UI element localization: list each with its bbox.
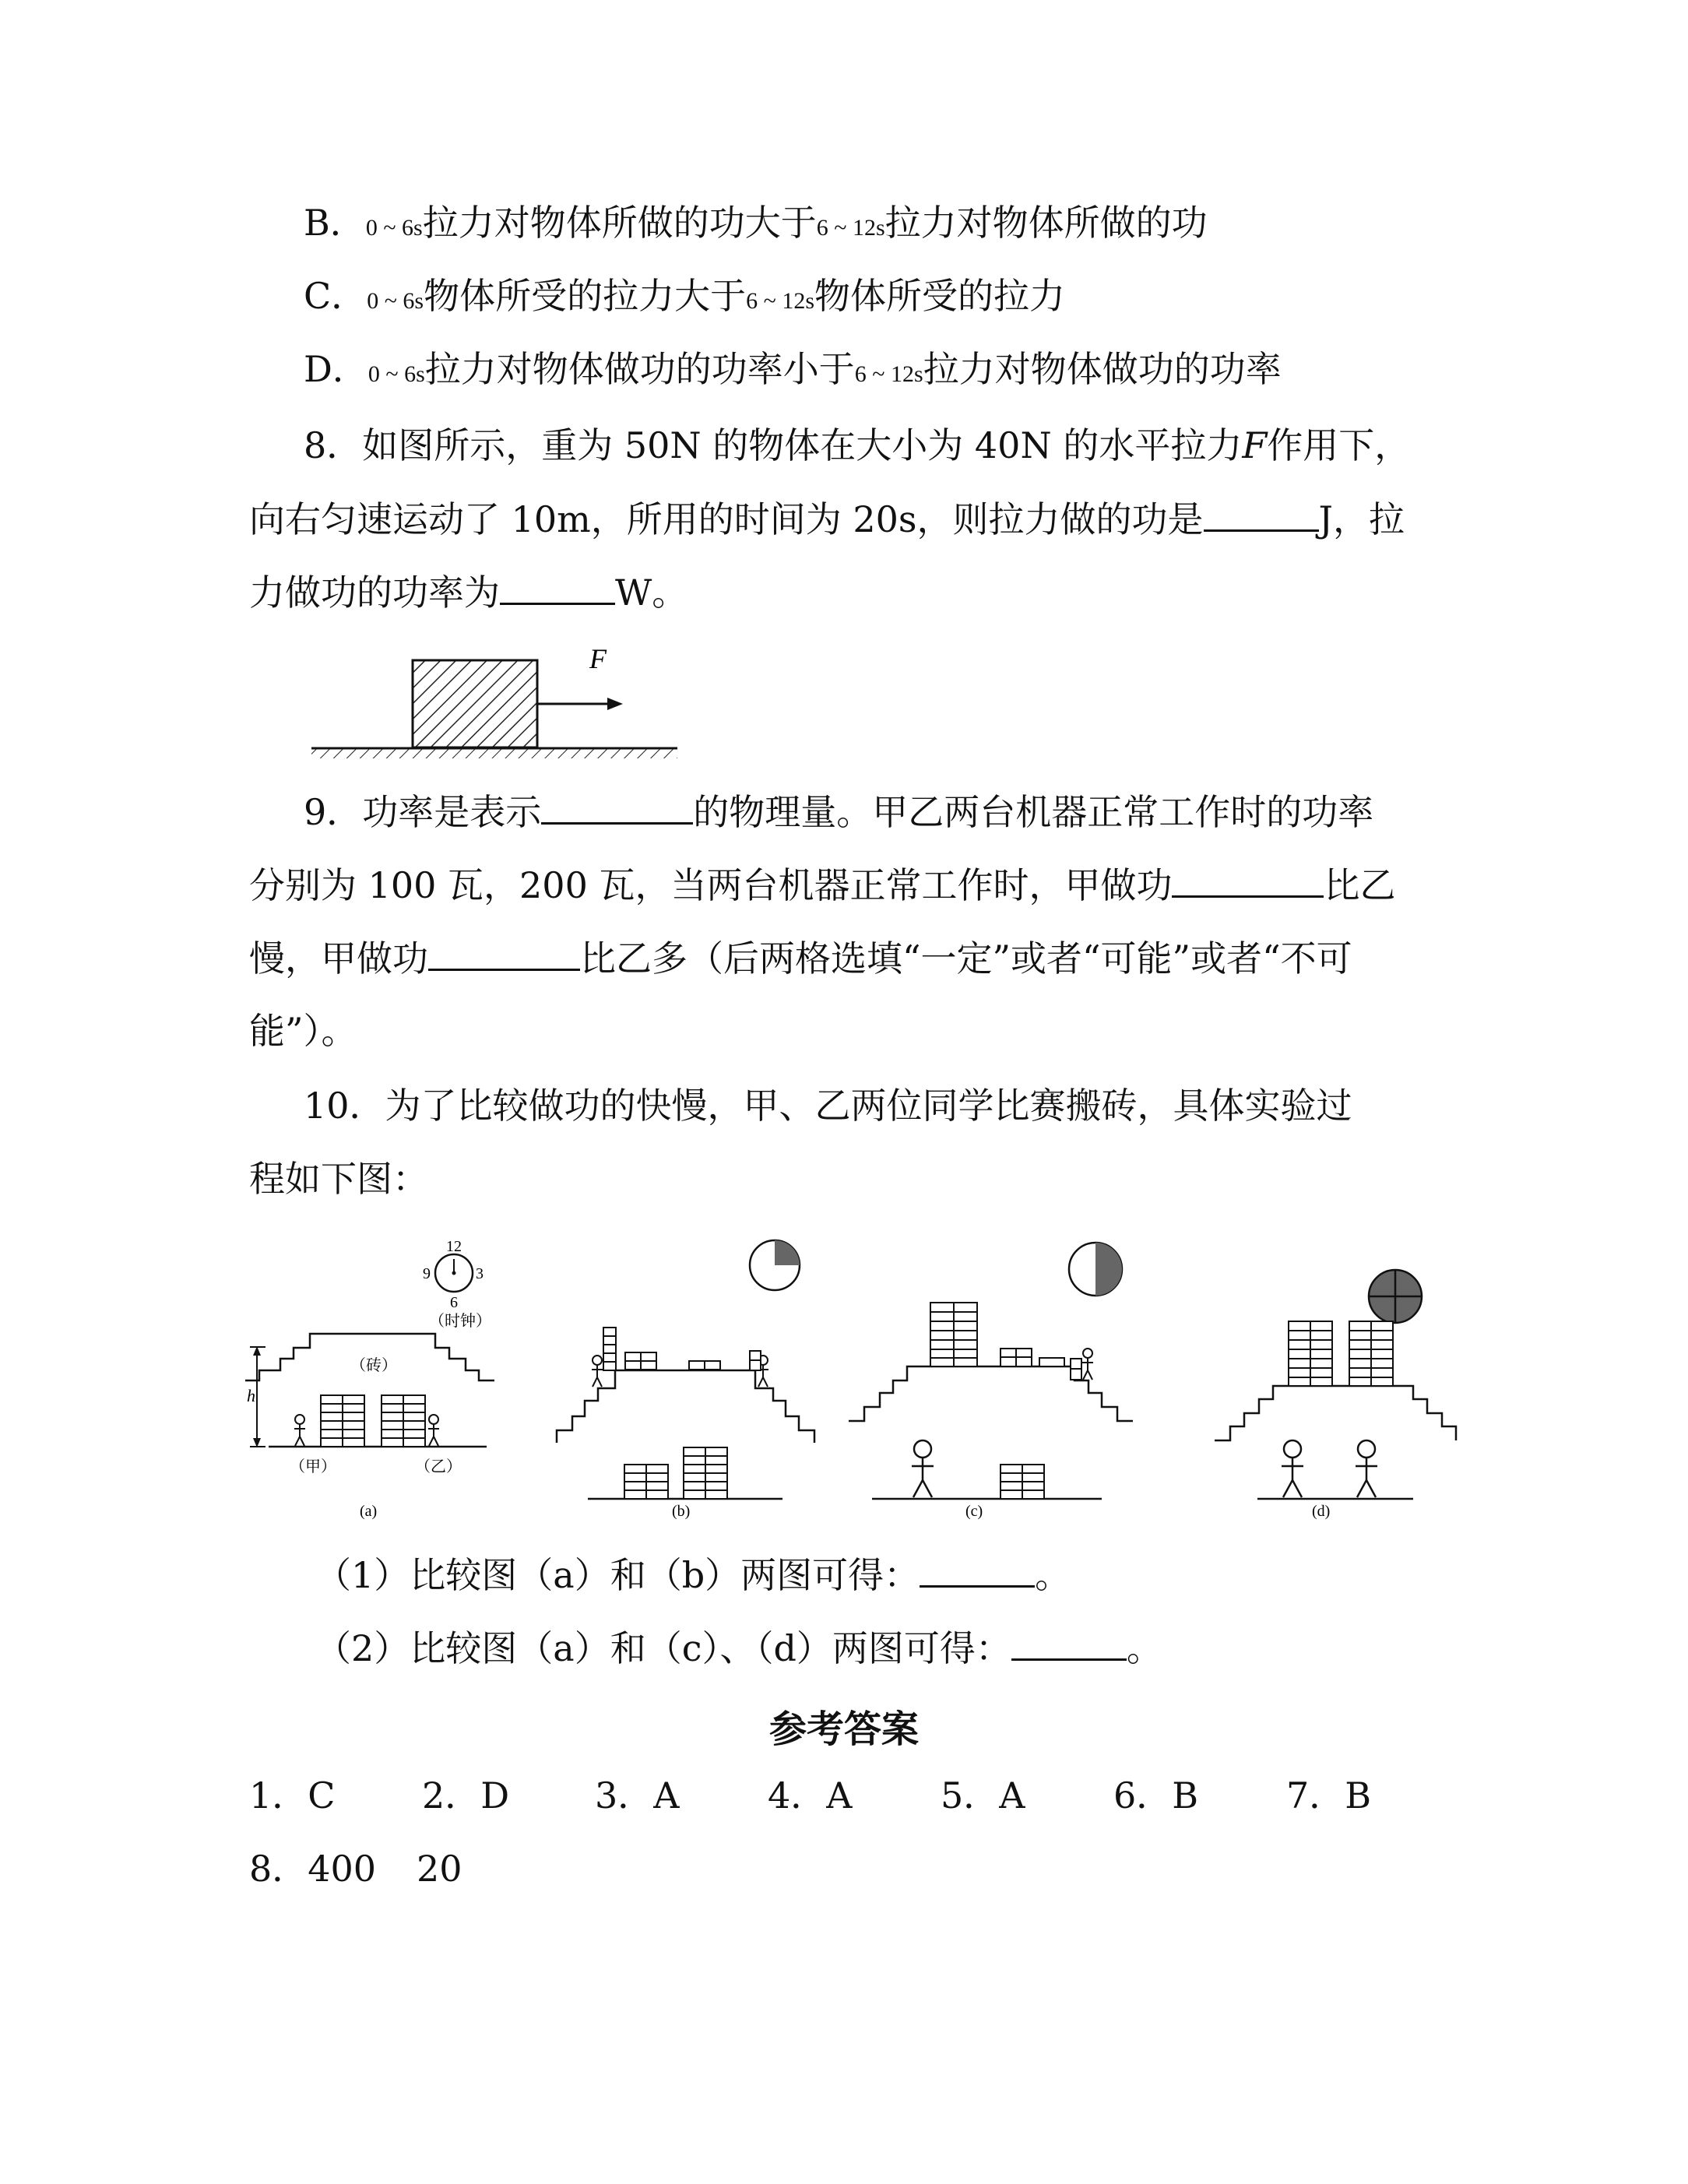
q10-line1 <box>304 1082 1352 1129</box>
option-b-range2: 6 ~ 12s <box>816 215 885 241</box>
height-label: h <box>247 1386 255 1405</box>
q8-block-figure <box>308 638 689 763</box>
answer-4: 4．A <box>768 1774 853 1816</box>
q8-text1: 8．如图所示，重为 50N 的物体在大小为 40N 的水平拉力 <box>304 424 1243 466</box>
answer-6: 6．B <box>1113 1774 1199 1816</box>
q9-text1b: 的物理量。甲乙两台机器正常工作时的功率 <box>693 791 1374 833</box>
option-d-range1: 0 ~ 6s <box>367 361 425 387</box>
q9-text4: 能”）。 <box>249 1010 357 1052</box>
answer-2: 2．D <box>422 1774 510 1816</box>
q9-text3b: 比乙多（后两格选填“一定”或者“可能”或者“不可 <box>580 937 1352 979</box>
q9-line3 <box>249 934 1352 982</box>
yi-label: （乙） <box>415 1458 462 1475</box>
q10-sub2-end: 。 <box>1126 1627 1162 1669</box>
q8-text3b: W。 <box>615 571 688 614</box>
clock-6: 6 <box>450 1294 458 1311</box>
q10-sub2-text: （2）比较图（a）和（c）、（d）两图可得： <box>315 1627 1011 1669</box>
option-c-label: C． <box>304 275 367 317</box>
q8-text1b: 作用下， <box>1267 424 1411 466</box>
q10-sub1-end: 。 <box>1035 1554 1071 1596</box>
answer-5: 5．A <box>941 1774 1025 1816</box>
option-b-range1: 0 ~ 6s <box>365 215 423 241</box>
panel-a-label: (a) <box>360 1503 378 1520</box>
option-b-end: 拉力对物体所做的功 <box>884 202 1208 244</box>
q9-line4 <box>249 1008 357 1054</box>
q10-answer-blank-2[interactable] <box>1011 1624 1127 1661</box>
force-arrowhead <box>607 698 623 710</box>
q9-text2a: 分别为 100 瓦，200 瓦，当两台机器正常工作时，甲做功 <box>249 864 1173 906</box>
block <box>413 660 537 747</box>
answer-8a: 8．400 <box>249 1848 377 1890</box>
force-label: F <box>589 643 607 674</box>
brick-label: （砖） <box>350 1357 397 1374</box>
q10-text2: 程如下图： <box>249 1158 428 1200</box>
answers-row-2 <box>249 1845 462 1892</box>
q8-answer-blank-work[interactable] <box>1204 495 1319 532</box>
q8-text2a: 向右匀速运动了 10m，所用的时间为 20s，则拉力做的功是 <box>249 498 1204 540</box>
q9-line1 <box>304 788 1373 835</box>
clock-9: 9 <box>423 1265 431 1282</box>
panel-b-label: (b) <box>672 1503 691 1520</box>
jia-label: （甲） <box>290 1458 336 1475</box>
panel-c <box>849 1243 1133 1520</box>
option-b-mid: 拉力对物体所做的功大于 <box>422 202 817 244</box>
q8-answer-blank-power[interactable] <box>500 568 615 605</box>
option-b <box>304 199 1208 251</box>
clock-12: 12 <box>446 1238 462 1255</box>
q9-text3a: 慢，甲做功 <box>249 937 428 979</box>
q10-sub1-text: （1）比较图（a）和（b）两图可得： <box>315 1554 920 1596</box>
q9-answer-blank-1[interactable] <box>541 788 693 825</box>
option-c-end: 物体所受的拉力 <box>814 275 1066 317</box>
q10-text1: 10．为了比较做功的快慢，甲、乙两位同学比赛搬砖，具体实验过 <box>304 1085 1352 1127</box>
q10-line2 <box>249 1155 428 1202</box>
option-b-label: B． <box>304 202 366 244</box>
panel-d <box>1215 1270 1456 1520</box>
q10-sub1 <box>315 1551 1071 1598</box>
q8-text3a: 力做功的功率为 <box>249 571 500 614</box>
answer-8b: 20 <box>417 1848 462 1890</box>
q10-brick-figure <box>245 1234 1460 1522</box>
q8-line2 <box>249 495 1405 543</box>
ground-hatch <box>311 749 677 758</box>
q8-line3 <box>249 568 688 616</box>
answer-7: 7．B <box>1286 1774 1372 1816</box>
clock-caption: （时钟） <box>429 1313 491 1330</box>
q9-answer-blank-2[interactable] <box>1172 861 1324 898</box>
option-d-range2: 6 ~ 12s <box>854 361 923 387</box>
panel-a <box>245 1238 494 1520</box>
answer-1: 1．C <box>249 1774 336 1816</box>
clock-3: 3 <box>476 1265 484 1282</box>
q9-line2 <box>249 861 1395 909</box>
answers-row-1 <box>249 1772 1371 1819</box>
stairs-d <box>1215 1386 1456 1440</box>
answer-3: 3．A <box>595 1774 680 1816</box>
panel-b <box>557 1240 814 1520</box>
q9-answer-blank-3[interactable] <box>428 934 580 971</box>
q10-sub2 <box>315 1624 1162 1672</box>
option-d <box>304 346 1282 398</box>
panel-c-label: (c) <box>965 1503 983 1520</box>
option-c-range1: 0 ~ 6s <box>367 288 424 314</box>
option-d-label: D． <box>304 348 368 390</box>
q8-text2b: J，拉 <box>1318 498 1405 540</box>
option-c-range2: 6 ~ 12s <box>746 288 815 314</box>
option-c-mid: 物体所受的拉力大于 <box>424 275 747 317</box>
option-d-end: 拉力对物体做功的功率 <box>923 348 1282 390</box>
q8-line1 <box>304 422 1410 469</box>
q8-force-symbol: F <box>1242 424 1268 466</box>
panel-d-label: (d) <box>1312 1503 1331 1520</box>
option-d-mid: 拉力对物体做功的功率小于 <box>424 348 855 390</box>
q9-text2b: 比乙 <box>1324 864 1396 906</box>
option-c <box>304 273 1065 325</box>
q10-answer-blank-1[interactable] <box>920 1551 1035 1588</box>
q9-text1a: 9．功率是表示 <box>304 791 542 833</box>
answers-title: 参考答案 <box>768 1707 919 1751</box>
